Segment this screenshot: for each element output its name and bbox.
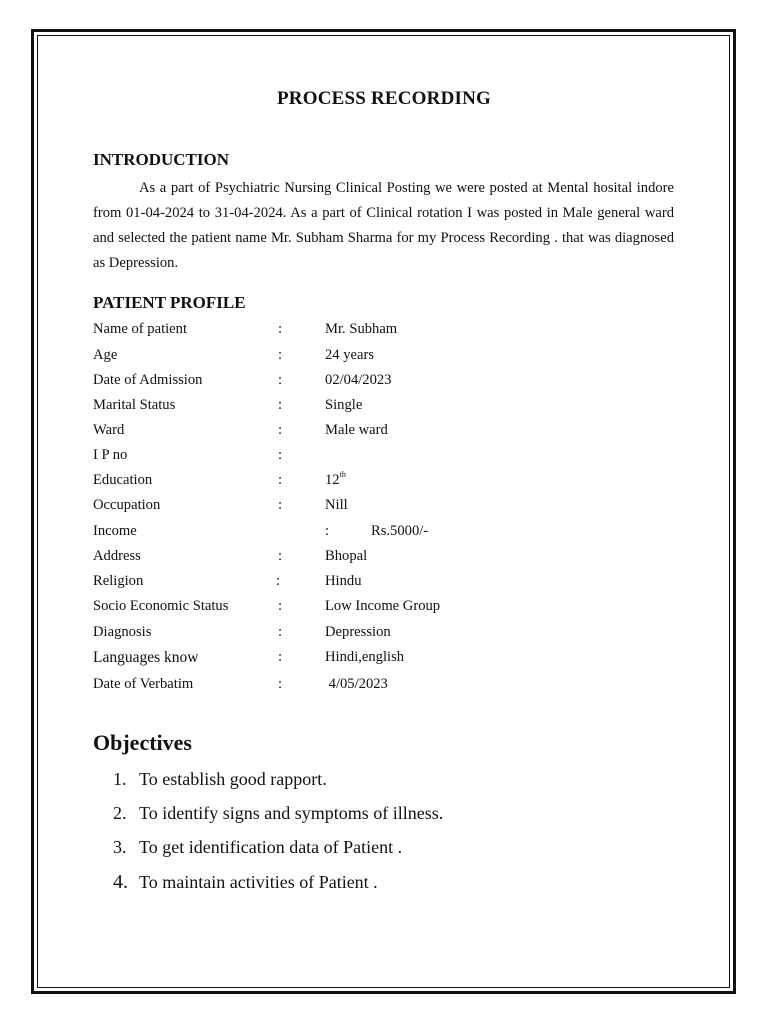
profile-separator: :: [278, 472, 283, 488]
profile-row-name: [93, 321, 675, 343]
profile-separator: :: [278, 497, 283, 513]
objective-item: [113, 769, 327, 790]
profile-label: Socio Economic Status: [93, 598, 229, 614]
profile-label: Education: [93, 472, 153, 488]
profile-label: Age: [93, 347, 118, 363]
profile-separator: :: [278, 624, 283, 640]
profile-label: Income: [93, 523, 137, 539]
profile-separator: :: [278, 548, 283, 564]
profile-row-diagnosis: [93, 624, 675, 646]
profile-label: I P no: [93, 447, 128, 463]
objective-text: To get identification data of Patient .: [139, 837, 403, 857]
profile-value: 4/05/2023: [325, 676, 388, 692]
profile-label: Languages know: [93, 649, 199, 666]
profile-row-income: [93, 523, 675, 545]
profile-row-admission: [93, 372, 675, 394]
profile-separator: :: [278, 397, 283, 413]
profile-value: Single: [325, 397, 363, 413]
profile-separator: :: [278, 321, 283, 337]
profile-label: Ward: [93, 422, 125, 438]
document-title: PROCESS RECORDING: [276, 88, 491, 109]
profile-separator: :: [278, 598, 283, 614]
objective-number: 1.: [113, 769, 127, 789]
profile-row-address: [93, 548, 675, 570]
profile-row-occupation: [93, 497, 675, 519]
profile-row-ward: [93, 422, 675, 444]
profile-row-socio-economic: [93, 598, 675, 620]
profile-value: Hindi,english: [325, 649, 405, 665]
profile-value: Nill: [325, 497, 348, 513]
profile-label: Name of patient: [93, 321, 188, 337]
profile-value: Hindu: [325, 573, 362, 589]
profile-value: Mr. Subham: [325, 321, 398, 337]
profile-separator: :: [278, 347, 283, 363]
profile-value: Low Income Group: [325, 598, 441, 614]
profile-row-marital: [93, 397, 675, 419]
profile-label: Religion: [93, 573, 144, 589]
profile-row-age: [93, 347, 675, 369]
profile-separator: :: [325, 523, 330, 539]
profile-value-text: 12: [325, 472, 340, 488]
objective-text: To establish good rapport.: [139, 769, 327, 789]
ordinal-suffix: th: [339, 470, 346, 479]
profile-label: Address: [93, 548, 141, 564]
profile-label: Date of Admission: [93, 372, 203, 388]
profile-label: Diagnosis: [93, 624, 152, 640]
profile-row-religion: [93, 573, 675, 595]
profile-value: Male ward: [325, 422, 388, 438]
profile-row-education: [93, 472, 675, 494]
profile-separator: :: [278, 447, 283, 463]
profile-value: [325, 472, 346, 489]
profile-value: Bhopal: [325, 548, 368, 564]
profile-label: Occupation: [93, 497, 161, 513]
objective-item: [113, 837, 402, 858]
objective-item: [113, 803, 443, 824]
profile-separator: :: [278, 422, 283, 438]
profile-row-verbatim-date: [93, 676, 675, 698]
profile-label: Date of Verbatim: [93, 676, 194, 692]
profile-row-ip-no: [93, 447, 675, 469]
objective-number: 4.: [113, 871, 128, 893]
objective-item: [113, 871, 378, 894]
objective-number: 3.: [113, 837, 127, 857]
profile-value: Depression: [325, 624, 391, 640]
profile-separator: :: [278, 649, 283, 665]
introduction-paragraph: As a part of Psychiatric Nursing Clinical Posting we were posted at Mental hosital indore from 01-04-2024 to 31-04-2024. As a part of Clinical rotation I was posted in Male general ward and selected the patient name Mr. Subham Sharma for my Process Recording . that was diagnosed as Depression.: [93, 180, 674, 271]
profile-label: Marital Status: [93, 397, 176, 413]
profile-value: 24 years: [325, 347, 375, 363]
profile-row-languages: [93, 649, 675, 671]
profile-separator: :: [278, 676, 283, 692]
profile-separator: :: [276, 573, 281, 589]
objective-text: To maintain activities of Patient .: [139, 872, 378, 892]
introduction-heading: INTRODUCTION: [93, 150, 230, 169]
profile-separator: :: [278, 372, 283, 388]
profile-value: Rs.5000/-: [371, 523, 429, 539]
objectives-heading: Objectives: [93, 730, 192, 755]
profile-value: 02/04/2023: [325, 372, 392, 388]
objective-number: 2.: [113, 803, 127, 823]
patient-profile-heading: PATIENT PROFILE: [93, 293, 246, 312]
objective-text: To identify signs and symptoms of illness.: [139, 803, 444, 823]
